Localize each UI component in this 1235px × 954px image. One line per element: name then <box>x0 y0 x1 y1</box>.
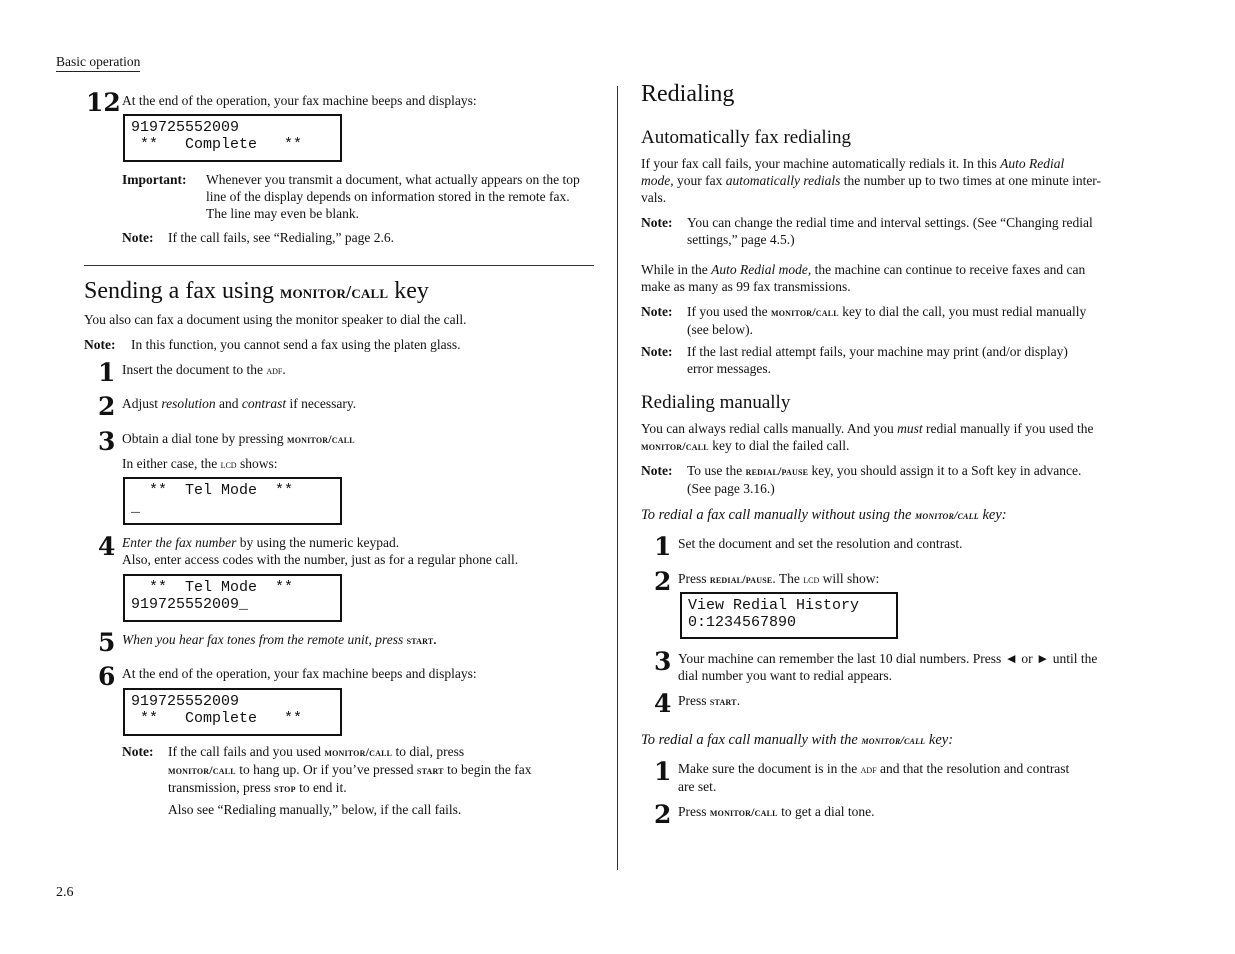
step-number-12: 12 <box>86 88 121 117</box>
step-4-text: Enter the fax number by using the numeric keypad. <box>122 535 400 550</box>
step-number-1: 1 <box>98 358 116 387</box>
step-number-5: 5 <box>98 628 116 657</box>
running-header: Basic operation <box>56 53 140 72</box>
subsection-title-manual-redialing: Redialing manually <box>641 392 791 413</box>
step-1-text: Set the document and set the resolution and contrast. <box>678 536 963 551</box>
note-text: If the call fails, see “Redialing,” page 2.6. <box>168 230 395 245</box>
step-2-text: Adjust resolution and contrast if necessary. <box>122 396 357 411</box>
lcd-display-complete-1 <box>123 114 342 162</box>
section-rule <box>84 265 594 266</box>
step-number-4: 4 <box>654 689 672 718</box>
lcd-line-1: View Redial History <box>688 597 860 614</box>
column-divider <box>617 86 618 870</box>
lcd-line-1: ** Tel Mode ** <box>131 482 294 499</box>
lcd-line-1: 919725552009 <box>131 119 240 136</box>
step-number-2: 2 <box>654 567 672 596</box>
note-text: To use the redial/pause key, you should assign it to a Soft key in advance. (See page 3.16.) <box>687 463 1082 496</box>
note-label: Note: <box>122 230 154 245</box>
note-text: In this function, you cannot send a fax using the platen glass. <box>131 337 461 352</box>
note-text: If the last redial attempt fails, your machine may print (and/or display) error messages. <box>687 344 1068 376</box>
lcd-line-1: 919725552009 <box>131 693 240 710</box>
subsection-title-auto-redialing: Automatically fax redialing <box>641 127 851 148</box>
important-label: Important: <box>122 172 187 187</box>
step-4-line2: Also, enter access codes with the number, just as for a regular phone call. <box>122 552 519 567</box>
step-number-6: 6 <box>98 662 116 691</box>
lcd-line-2: ** Complete ** <box>131 710 303 727</box>
step-3-text: Your machine can remember the last 10 dial numbers. Press ◄ or ► until the dial number you want to redial appears. <box>678 651 1098 683</box>
step-1-text: Make sure the document is in the adf and that the resolution and contrast are set. <box>678 761 1070 794</box>
step-number-3: 3 <box>654 647 672 676</box>
step-number-2: 2 <box>654 800 672 829</box>
procedure-heading-without-monitor: To redial a fax call manually without using the monitor/call key: <box>641 507 1007 523</box>
step-number-2: 2 <box>98 392 116 421</box>
auto-redial-paragraph: If your fax call fails, your machine automatically redials it. In this Auto Redial mode, your fax automatically redials the number up to two times at one minute inter- vals. <box>641 156 1102 205</box>
page-number: 2.6 <box>56 885 74 900</box>
note-text: If you used the monitor/call key to dial the call, you must redial manually (see below). <box>687 304 1087 337</box>
lcd-line-2: 919725552009_ <box>131 596 249 613</box>
lcd-display-complete-2 <box>123 688 342 736</box>
step-number-1: 1 <box>654 532 672 561</box>
lcd-line-2: 0:1234567890 <box>688 614 797 631</box>
note-label: Note: <box>641 344 673 359</box>
note-label: Note: <box>641 463 673 478</box>
note-label: Note: <box>122 744 154 759</box>
section-intro: You also can fax a document using the monitor speaker to dial the call. <box>84 312 467 327</box>
step-6-text: At the end of the operation, your fax machine beeps and displays: <box>122 666 477 681</box>
note-text: If the call fails and you used monitor/call to dial, press monitor/call to hang up. Or if you’ve pressed start to begin the fax transmission, press stop to end it. <box>168 744 532 795</box>
step-2-text: Press monitor/call to get a dial tone. <box>678 804 875 819</box>
step-3-subtext: In either case, the lcd shows: <box>122 456 278 471</box>
step-5-text: When you hear fax tones from the remote unit, press start. <box>122 632 437 647</box>
note-text: You can change the redial time and interval settings. (See “Changing redial settings,” page 4.5.) <box>687 215 1093 247</box>
lcd-display-tel-mode-2 <box>123 574 342 622</box>
manual-redial-paragraph: You can always redial calls manually. And you must redial manually if you used the monitor/call key to dial the failed call. <box>641 421 1094 453</box>
important-text: Whenever you transmit a document, what actually appears on the top line of the display depends on information stored in the remote fax. The line may even be blank. <box>206 172 580 221</box>
step-number-1: 1 <box>654 757 672 786</box>
section-title-sending-fax: Sending a fax using monitor/call key <box>84 278 429 304</box>
lcd-line-1: ** Tel Mode ** <box>131 579 294 596</box>
note-label: Note: <box>641 304 673 319</box>
step-12-text: At the end of the operation, your fax machine beeps and displays: <box>122 93 477 108</box>
note-also-text: Also see “Redialing manually,” below, if the call fails. <box>168 802 462 817</box>
lcd-display-redial-history <box>680 592 898 639</box>
step-2-text: Press redial/pause. The lcd will show: <box>678 571 880 586</box>
step-3-text: Obtain a dial tone by pressing monitor/call <box>122 431 355 446</box>
step-4-text: Press start. <box>678 693 741 708</box>
section-title-redialing: Redialing <box>641 81 735 107</box>
step-number-3: 3 <box>98 427 116 456</box>
note-label: Note: <box>84 337 116 352</box>
step-1-text: Insert the document to the adf. <box>122 362 286 377</box>
lcd-line-2: ** Complete ** <box>131 136 303 153</box>
lcd-display-tel-mode-1 <box>123 477 342 525</box>
lcd-line-2: _ <box>131 499 141 516</box>
procedure-heading-with-monitor: To redial a fax call manually with the monitor/call key: <box>641 732 954 748</box>
step-number-4: 4 <box>98 532 116 561</box>
note-label: Note: <box>641 215 673 230</box>
auto-redial-paragraph-2: While in the Auto Redial mode, the machine can continue to receive faxes and can make as many as 99 fax transmissions. <box>641 262 1086 294</box>
